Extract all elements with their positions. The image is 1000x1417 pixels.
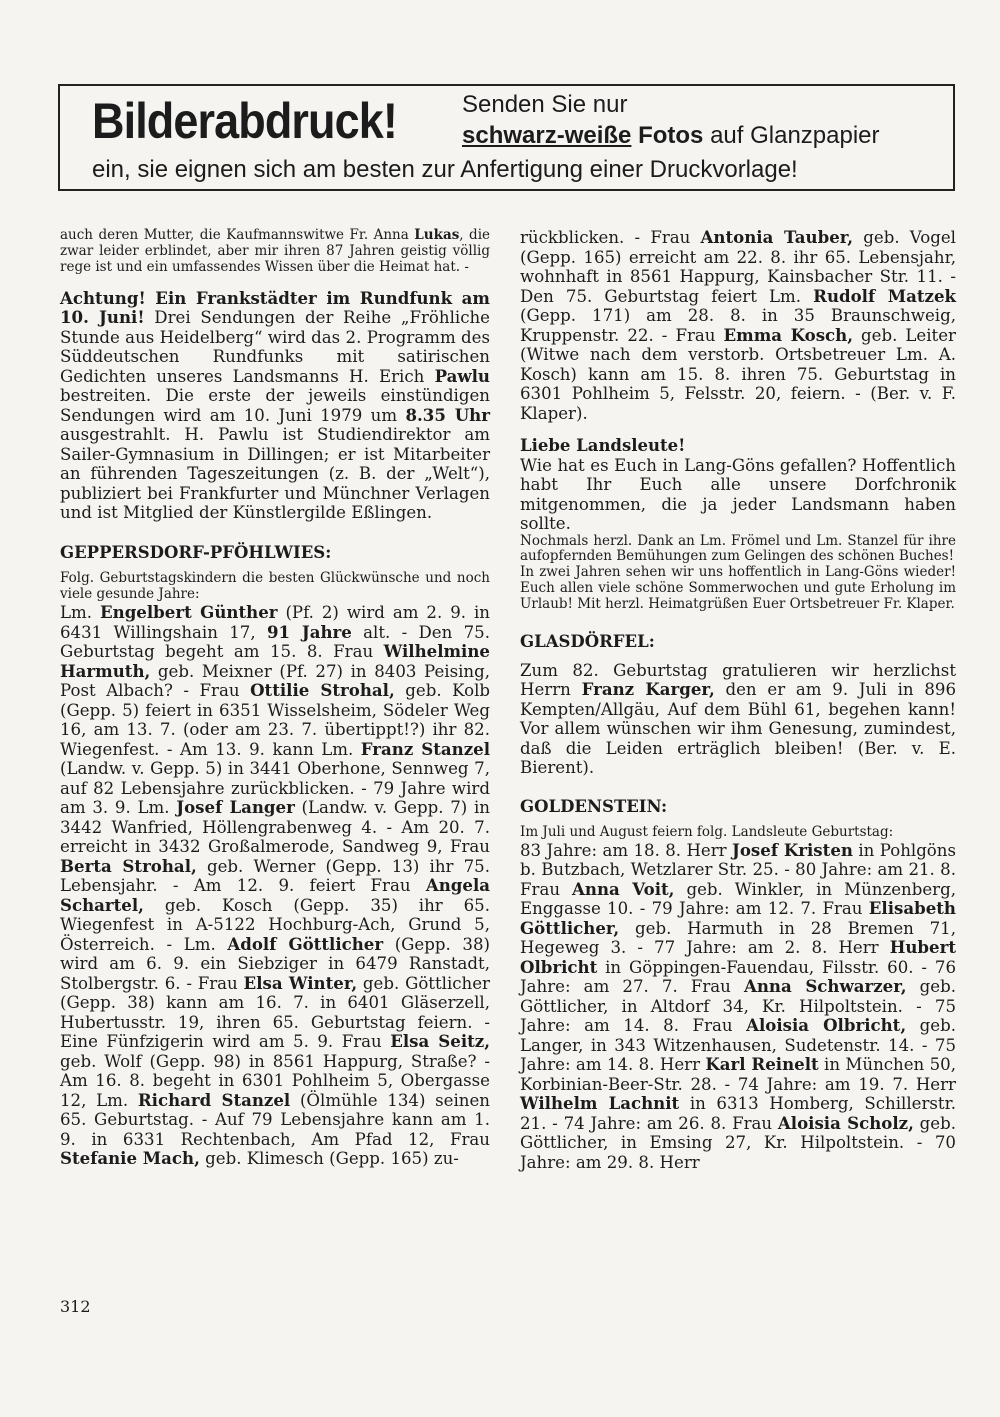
notice-underlined: schwarz-weiße	[462, 122, 632, 149]
notice-fotos: Fotos	[638, 122, 704, 149]
geppersdorf-intro: Folg. Geburtstagskindern die besten Glückwünsche und noch viele gesunde Jahre:	[60, 570, 490, 603]
section-heading-glasdoerfel: GLASDÖRFEL:	[520, 632, 655, 652]
notice-line-3: ein, sie eignen sich am besten zur Anfertigung einer Druckvorlage!	[92, 156, 798, 183]
goldenstein-body: 83 Jahre: am 18. 8. Herr Josef Kristen in Pohlgöns b. Butzbach, Wetzlarer Str. 25. - 80 Jahre: am 21. 8. Frau Anna Voit, geb. Winkler, in Münzenberg, Enggasse 10. - 79 Jahre: am 12. 7. Frau Elisabeth Göttlicher, geb. Harmuth in 28 Bremen 71, Hegeweg 3. - 77 Jahre: am 2. 8. Herr Hubert Olbricht in Göppingen-Fauendau, Filsstr. 60. - 76 Jahre: am 27. 7. Frau Anna Schwarzer, geb. Göttlicher, in Altdorf 34, Kr. Hilpoltstein. - 75 Jahre: am 14. 8. Frau Aloisia Olbricht, geb. Langer, in 343 Witzenhausen, Sudetenstr. 14. - 75 Jahre: am 14. 8. Herr Karl Reinelt in München 50, Korbinian-Beer-Str. 28. - 74 Jahre: am 19. 7. Herr Wilhelm Lachnit in 6313 Homberg, Schillerstr. 21. - 74 Jahre: am 26. 8. Frau Aloisia Scholz, geb. Göttlicher, in Emsing 27, Kr. Hilpoltstein. - 70 Jahre: am 29. 8. Herr	[520, 839, 957, 1172]
geppersdorf-continued: rückblicken. - Frau Antonia Tauber, geb. Vogel (Gepp. 165) erreicht am 22. 8. ihr 65. Lebensjahr, wohnhaft in 8561 Happurg, Kainsbacher Str. 11. - Den 75. Geburtstag feiert Lm. Rudolf Matzek (Gepp. 171) am 28. 8. in 35 Braunschweig, Kruppenstr. 22. - Frau Emma Kosch, geb. Leiter (Witwe nach dem verstorb. Ortsbetreuer Lm. A. Kosch) kann am 15. 8. ihren 75. Geburtstag in 6301 Pohlheim 5, Felsstr. 20, feiern. - (Ber. v. F. Klaper).	[520, 227, 956, 423]
liebe-landsleute-text: Wie hat es Euch in Lang-Göns gefallen? Hoffentlich habt Ihr Euch alle unsere Dorfchronik mitgenommen, die ja jeder Landsmann haben sollte.	[520, 455, 956, 533]
section-heading-goldenstein: GOLDENSTEIN:	[520, 796, 668, 816]
liebe-landsleute-closing: In zwei Jahren sehen wir uns hoffentlich in Lang-Göns wieder! Euch allen viele schöne Sommerwochen und gute Erholung im Urlaub! Mit herzl. Heimatgrüßen Euer Ortsbetreuer Fr. Klaper.	[520, 564, 956, 613]
left-column	[60, 228, 490, 1169]
notice-glanzpapier: auf Glanzpapier	[710, 122, 880, 149]
notice-line-2	[462, 124, 880, 148]
intro-paragraph: auch deren Mutter, die Kaufmannswitwe Fr. Anna Lukas, die zwar leider erblindet, aber mir ihren 87 Jahren geistig völlig rege ist und ein umfassendes Wissen über die Heimat hat. -	[60, 227, 491, 275]
achtung-paragraph: Achtung! Ein Frankstädter im Rundfunk am 10. Juni! Drei Sendungen der Reihe „Fröhliche Stunde aus Heidelberg“ wird das 2. Programm des Süddeutschen Rundfunks mit satirischen Gedichten unseres Landsmanns H. Erich Pawlu bestreiten. Die erste der jeweils einstündigen Sendungen wird am 10. Juni 1979 um 8.35 Uhr ausgestrahlt. H. Pawlu ist Studiendirektor am Sailer-Gymnasium in Dillingen; er ist Mitarbeiter an führenden Tageszeitungen (z. B. der „Welt“), publiziert bei Frankfurter und Münchner Verlagen und ist Mitglied der Künstlergilde Eßlingen.	[60, 287, 490, 523]
achtung-title: Achtung! Ein Frankstädter im Rundfunk am 10. Juni!	[60, 287, 490, 328]
section-heading-geppersdorf: GEPPERSDORF-PFÖHLWIES:	[60, 542, 332, 562]
page-number: 312	[60, 1297, 91, 1316]
notice-headline: Bilderabdruck!	[92, 93, 397, 149]
goldenstein-intro: Im Juli und August feiern folg. Landsleute Geburtstag:	[520, 824, 894, 841]
geppersdorf-body: Lm. Engelbert Günther (Pf. 2) wird am 2. 9. in 6431 Willingshain 17, 91 Jahre alt. - Den 75. Geburtstag begeht am 15. 8. Frau Wilhelmine Harmuth, geb. Meixner (Pf. 27) in 8403 Peising, Post Albach? - Frau Ottilie Strohal, geb. Kolb (Gepp. 5) feiert in 6351 Wisselsheim, Södeler Weg 16, am 13. 7. (oder am 23. 7. übertippt!?) ihr 82. Wiegenfest. - Am 13. 9. kann Lm. Franz Stanzel (Landw. v. Gepp. 5) in 3441 Oberhone, Sennweg 7, auf 82 Lebensjahre zurückblicken. - 79 Jahre wird am 3. 9. Lm. Josef Langer (Landw. v. Gepp. 7) in 3442 Wanfried, Höllengrabenweg 4. - Am 20. 7. erreicht in 3432 Großalmerode, Sandweg 9, Frau Berta Strohal, geb. Werner (Gepp. 13) ihr 75. Lebensjahr. - Am 12. 9. feiert Frau Angela Schartel, geb. Kosch (Gepp. 35) ihr 65. Wiegenfest in A-5122 Hochburg-Ach, Grund 5, Österreich. - Lm. Adolf Göttlicher (Gepp. 38) wird am 6. 9. ein Siebziger in 6479 Ranstadt, Stolbergstr. 6. - Frau Elsa Winter, geb. Göttlicher (Gepp. 38) kann am 16. 7. in 6401 Gläserzell, Hubertusstr. 19, ihren 65. Geburtstag feiern. - Eine Fünfzigerin wird am 5. 9. Frau Elsa Seitz, geb. Wolf (Gepp. 98) in 8561 Happurg, Straße? - Am 16. 8. begeht in 6301 Pohlheim 5, Obergasse 12, Lm. Richard Stanzel (Ölmühle 134) seinen 65. Geburtstag. - Auf 79 Lebensjahre kann am 1. 9. in 6331 Rechtenbach, Am Pfad 12, Frau Stefanie Mach, geb. Klimesch (Gepp. 165) zu-	[60, 602, 491, 1169]
liebe-landsleute-thanks: Nochmals herzl. Dank an Lm. Frömel und Lm. Stanzel für ihre aufopfernden Bemühungen zum Gelingen des schönen Buches!	[520, 532, 956, 565]
right-column	[520, 228, 956, 1172]
glasdoerfel-body: Zum 82. Geburtstag gratulieren wir herzlichst Herrn Franz Karger, den er am 9. Juli in 896 Kempten/Allgäu, Auf dem Bühl 61, begehen kann! Vor allem wünschen wir ihm Genesung, zumindest, daß die Leiden erträglich bleiben! (Ber. v. E. Bierent).	[520, 660, 956, 778]
notice-line-1: Senden Sie nur	[462, 91, 628, 118]
liebe-landsleute-heading: Liebe Landsleute!	[520, 436, 686, 455]
photo-notice-box	[58, 84, 955, 191]
